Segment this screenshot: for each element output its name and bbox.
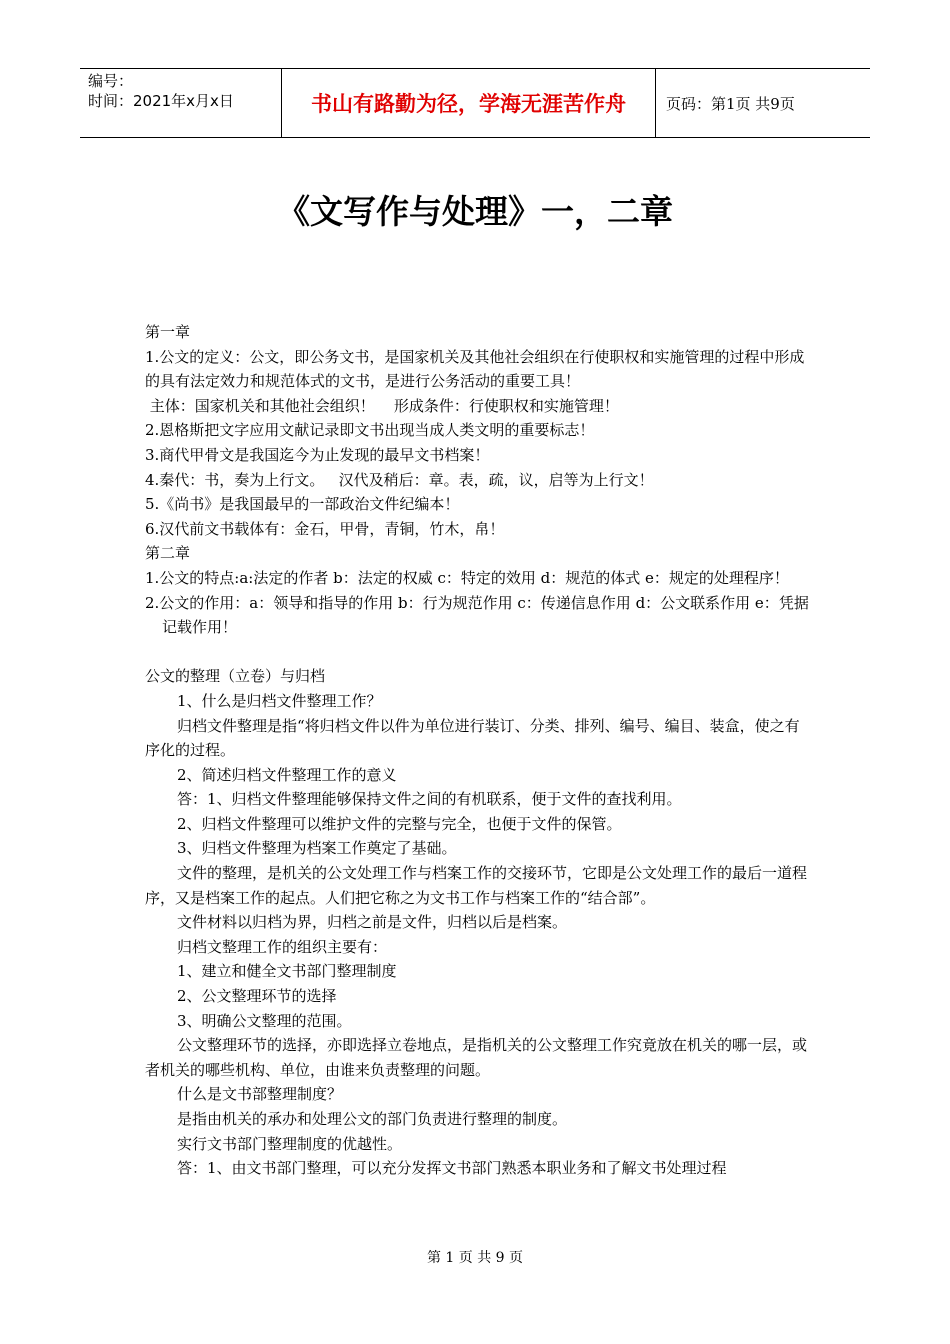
paragraph: 1.公文的特点:a:法定的作者 b：法定的权威 c：特定的效用 d：规范的体式 e：规定的处理程序！: [145, 568, 789, 587]
paragraph: 3、明确公文整理的范围。: [177, 1011, 352, 1030]
header-page-code: 页码：第1页 共9页: [666, 94, 795, 113]
paragraph: 2.公文的作用：a：领导和指导的作用 b：行为规范作用 c：传递信息作用 d：公文联系作用 e：凭据记载作用！: [145, 593, 809, 637]
paragraph: 1、建立和健全文书部门整理制度: [177, 962, 397, 981]
paragraph: 1.公文的定义：公文，即公务文书，是国家机关及其他社会组织在行使职权和实施管理的过程中形成的具有法定效力和规范体式的文书，是进行公务活动的重要工具！: [145, 347, 805, 391]
chapter-heading: 第一章: [145, 323, 191, 341]
paragraph: 2.恩格斯把文字应用文献记录即文书出现当成人类文明的重要标志！: [145, 421, 595, 440]
paragraph: 4.秦代：书，奏为上行文。 汉代及稍后：章。表，疏，议，启等为上行文！: [145, 470, 654, 489]
page-header: [80, 68, 870, 138]
section-heading: 公文的整理（立卷）与归档: [145, 667, 326, 686]
paragraph: 答：1、归档文件整理能够保持文件之间的有机联系，便于文件的查找利用。: [177, 790, 682, 809]
paragraph: 5.《尚书》是我国最早的一部政治文件纪编本！: [145, 495, 460, 514]
paragraph: 实行文书部门整理制度的优越性。: [177, 1134, 403, 1153]
paragraph: 是指由机关的承办和处理公文的部门负责进行整理的制度。: [177, 1110, 568, 1128]
paragraph: 主体：国家机关和其他社会组织！ 形成条件：行使职权和实施管理！: [145, 396, 619, 415]
document-title: 《文写作与处理》一，二章: [277, 192, 673, 231]
paragraph: 1、什么是归档文件整理工作？: [177, 691, 382, 710]
paragraph: 文件的整理，是机关的公文处理工作与档案工作的交接环节，它即是公文处理工作的最后一道程序，又是档案工作的起点。人们把它称之为文书工作与档案工作的“结合部”。: [145, 864, 808, 907]
blank-line: [145, 640, 810, 665]
paragraph: 公文整理环节的选择，亦即选择立卷地点，是指机关的公文整理工作究竟放在机关的哪一层，或者机关的哪些机构、单位，由谁来负责整理的问题。: [145, 1036, 808, 1079]
paragraph: 文件材料以归档为界，归档之前是文件，归档以后是档案。: [177, 913, 568, 932]
paragraph: 2、归档文件整理可以维护文件的完整与完全，也便于文件的保管。: [177, 814, 622, 833]
paragraph: 3.商代甲骨文是我国迄今为止发现的最早文书档案！: [145, 445, 490, 464]
paragraph: 什么是文书部整理制度？: [177, 1085, 343, 1104]
paragraph: 6.汉代前文书载体有：金石，甲骨，青铜，竹木，帛！: [145, 519, 505, 538]
paragraph: 归档文整理工作的组织主要有：: [177, 937, 388, 956]
paragraph: 归档文件整理是指“将归档文件以件为单位进行装订、分类、排列、编号、编目、装盒，使之有序化的过程。: [145, 716, 800, 760]
paragraph: 2、简述归档文件整理工作的意义: [177, 765, 397, 784]
time-label: 时间：2021年x月x日: [88, 92, 234, 110]
header-info-cell: [80, 69, 282, 137]
chapter-heading: 第二章: [145, 544, 191, 563]
number-label: 编号：: [88, 72, 134, 90]
page-footer: 第 1 页 共 9 页: [426, 1250, 524, 1266]
paragraph: 3、归档文件整理为档案工作奠定了基础。: [177, 839, 457, 858]
document-body: [145, 320, 810, 1181]
header-motto: 书山有路勤为径，学海无涯苦作舟: [282, 69, 656, 137]
paragraph: 答：1、由文书部门整理，可以充分发挥文书部门熟悉本职业务和了解文书处理过程: [177, 1159, 727, 1178]
paragraph: 2、公文整理环节的选择: [177, 987, 337, 1006]
